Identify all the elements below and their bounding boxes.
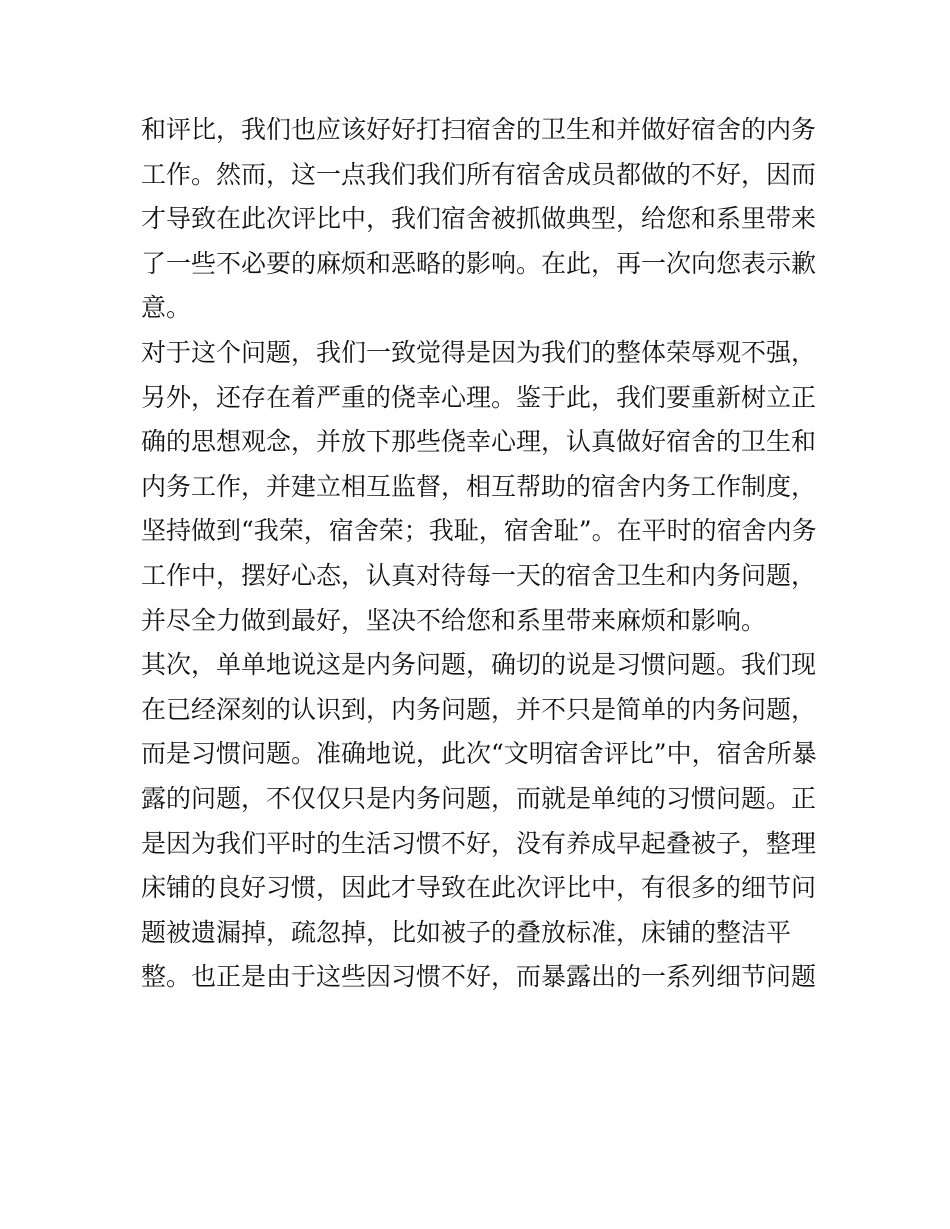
text-line: 才导致在此次评比中，我们宿舍被抓做典型，给您和系里带来 [141, 204, 817, 234]
text-line: 内务工作，并建立相互监督，相互帮助的宿舍内务工作制度， [141, 471, 817, 501]
text-line: 意。 [141, 293, 192, 323]
text-line: 并尽全力做到最好，坚决不给您和系里带来麻烦和影响。 [141, 605, 767, 635]
text-line: 对于这个问题，我们一致觉得是因为我们的整体荣辱观不强， [141, 337, 817, 367]
text-line: 工作中，摆好心态，认真对待每一天的宿舍卫生和内务问题， [141, 560, 817, 590]
text-line: 整。也正是由于这些因习惯不好，而暴露出的一系列细节问题 [141, 962, 817, 992]
text-line: 露的问题，不仅仅只是内务问题，而就是单纯的习惯问题。正 [141, 783, 817, 813]
text-line: 工作。然而，这一点我们我们所有宿舍成员都做的不好，因而 [141, 159, 817, 189]
text-line: 床铺的良好习惯，因此才导致在此次评比中，有很多的细节问 [141, 873, 817, 903]
text-line: 题被遗漏掉，疏忽掉，比如被子的叠放标准，床铺的整洁平 [141, 917, 792, 947]
text-line: 确的思想观念，并放下那些侥幸心理，认真做好宿舍的卫生和 [141, 427, 817, 457]
text-line: 另外，还存在着严重的侥幸心理。鉴于此，我们要重新树立正 [141, 382, 817, 412]
text-line: 和评比，我们也应该好好打扫宿舍的卫生和并做好宿舍的内务 [141, 115, 817, 144]
text-line: 了一些不必要的麻烦和恶略的影响。在此，再一次向您表示歉 [141, 248, 817, 278]
text-line: 坚持做到“我荣，宿舍荣；我耻，宿舍耻”。在平时的宿舍内务 [141, 516, 817, 546]
text-line: 而是习惯问题。准确地说，此次“文明宿舍评比”中，宿舍所暴 [141, 739, 817, 769]
body-text [141, 108, 817, 1000]
text-line: 其次，单单地说这是内务问题，确切的说是习惯问题。我们现 [141, 650, 817, 680]
text-line: 是因为我们平时的生活习惯不好，没有养成早起叠被子，整理 [141, 828, 817, 858]
text-line: 在已经深刻的认识到，内务问题，并不只是简单的内务问题， [141, 694, 817, 724]
